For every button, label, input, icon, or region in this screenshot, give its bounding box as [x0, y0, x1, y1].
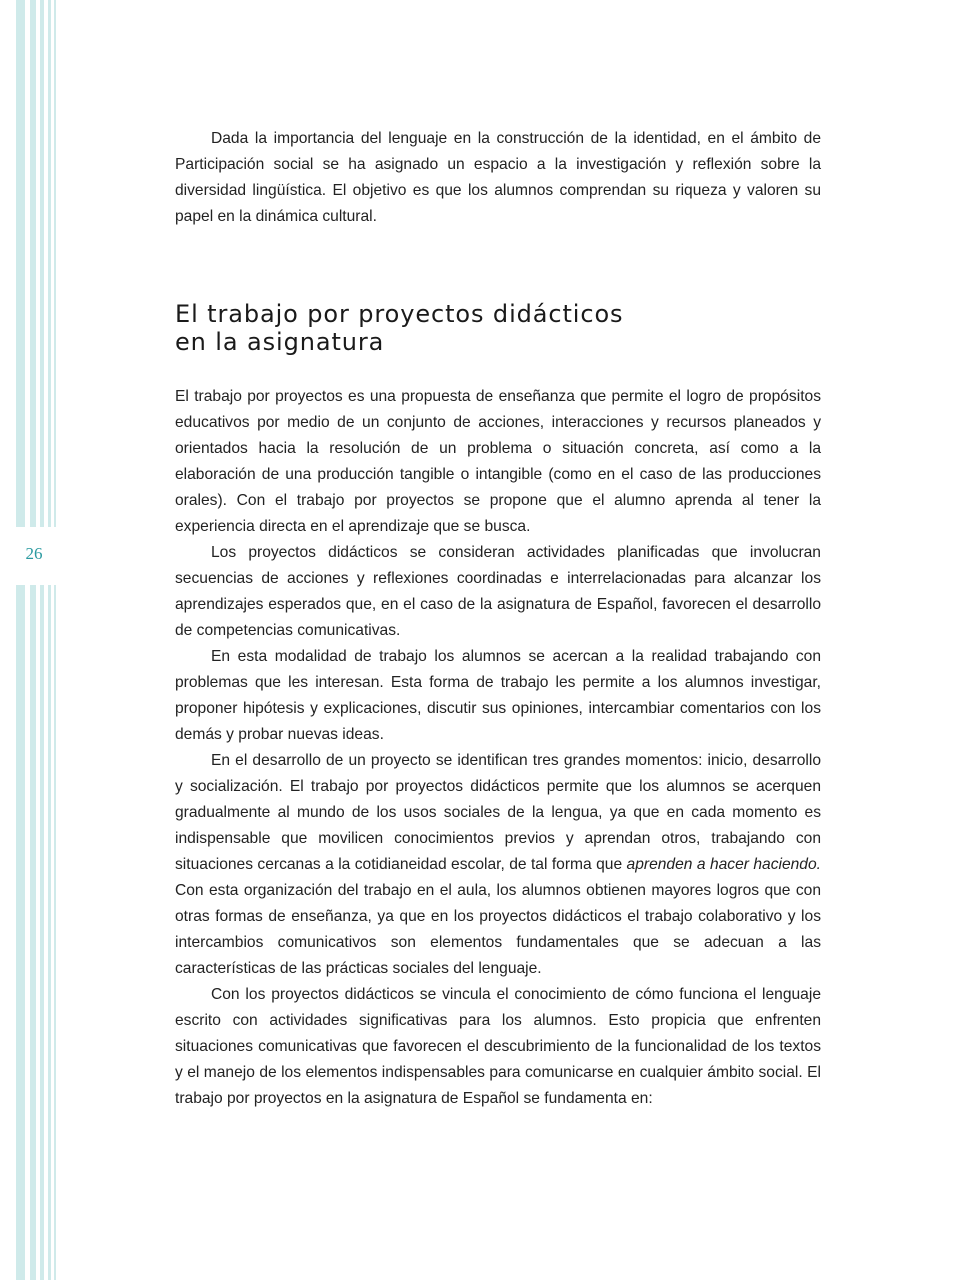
margin-stripe — [30, 585, 36, 1280]
section-body — [175, 384, 821, 1112]
margin-stripe — [48, 585, 51, 1280]
margin-stripe — [54, 585, 56, 1280]
intro-paragraph: Dada la importancia del lenguaje en la construcción de la identidad, en el ámbito de Participación social se ha asignado un espacio a la investigación y reflexión sobre la diversidad lingüística. El objetivo es que los alumnos comprendan su riqueza y valoren su papel en la dinámica cultural. — [175, 130, 821, 225]
margin-stripe — [16, 585, 25, 1280]
margin-stripe — [30, 0, 36, 527]
margin-stripe — [48, 0, 51, 527]
intro-section — [175, 126, 821, 230]
section-heading-line-1: El trabajo por proyectos didácticos — [175, 300, 624, 328]
paragraph-4-text-start: En el desarrollo de un proyecto se identifican tres grandes momentos: inicio, desarrollo y socialización. El trabajo por proyectos didácticos permite que los alumnos se acerquen gradualmente al mundo de los usos sociales de la lengua, ya que en cada momento es indispensable que movilicen conocimientos previos y aprendan otros, trabajando con situaciones cercanas a la cotidianeidad escolar, de tal forma que — [175, 752, 821, 873]
paragraph-1: El trabajo por proyectos es una propuesta de enseñanza que permite el logro de propósitos educativos por medio de un conjunto de acciones, interacciones y recursos planeados y orientados hacia la resolución de un problema o situación concreta, así como a la elaboración de una producción tangible o intangible (como en el caso de las producciones orales). Con el trabajo por proyectos se propone que el alumno aprenda al tener la experiencia directa en el aprendizaje que se busca. — [175, 388, 821, 535]
paragraph-4-text-end: Con esta organización del trabajo en el aula, los alumnos obtienen mayores logros que con otras formas de enseñanza, ya que en los proyectos didácticos el trabajo colaborativo y los intercambios comunicativos son elementos fundamentales que se adecuan a las características de las prácticas sociales del lenguaje. — [175, 882, 821, 977]
section-heading-line-2: en la asignatura — [175, 328, 385, 356]
paragraph-4-emphasis: aprenden a hacer haciendo. — [626, 856, 821, 873]
paragraph-4 — [175, 748, 821, 982]
paragraph-5: Con los proyectos didácticos se vincula el conocimiento de cómo funciona el lenguaje escrito con actividades significativas para los alumnos. Esto propicia que enfrenten situaciones comunicativas que favorecen el descubrimiento de la funcionalidad de los textos y el manejo de los elementos indispensables para comunicarse en cualquier ámbito social. El trabajo por proyectos en la asignatura de Español se fundamenta en: — [175, 986, 821, 1107]
margin-stripe — [16, 0, 25, 527]
page-number: 26 — [25, 544, 43, 563]
paragraph-3: En esta modalidad de trabajo los alumnos se acercan a la realidad trabajando con problemas que les interesan. Esta forma de trabajo les permite a los alumnos investigar, proponer hipótesis y explicaciones, discutir sus opiniones, intercambiar comentarios con los demás y probar nuevas ideas. — [175, 648, 821, 743]
margin-stripe — [40, 0, 44, 527]
margin-stripe — [40, 585, 44, 1280]
margin-stripe — [54, 0, 56, 527]
section-heading — [175, 300, 821, 356]
paragraph-2: Los proyectos didácticos se consideran actividades planificadas que involucran secuencias de acciones y reflexiones coordinadas e interrelacionadas para alcanzar los aprendizajes esperados que, en el caso de la asignatura de Español, favorecen el desarrollo de competencias comunicativas. — [175, 544, 821, 639]
